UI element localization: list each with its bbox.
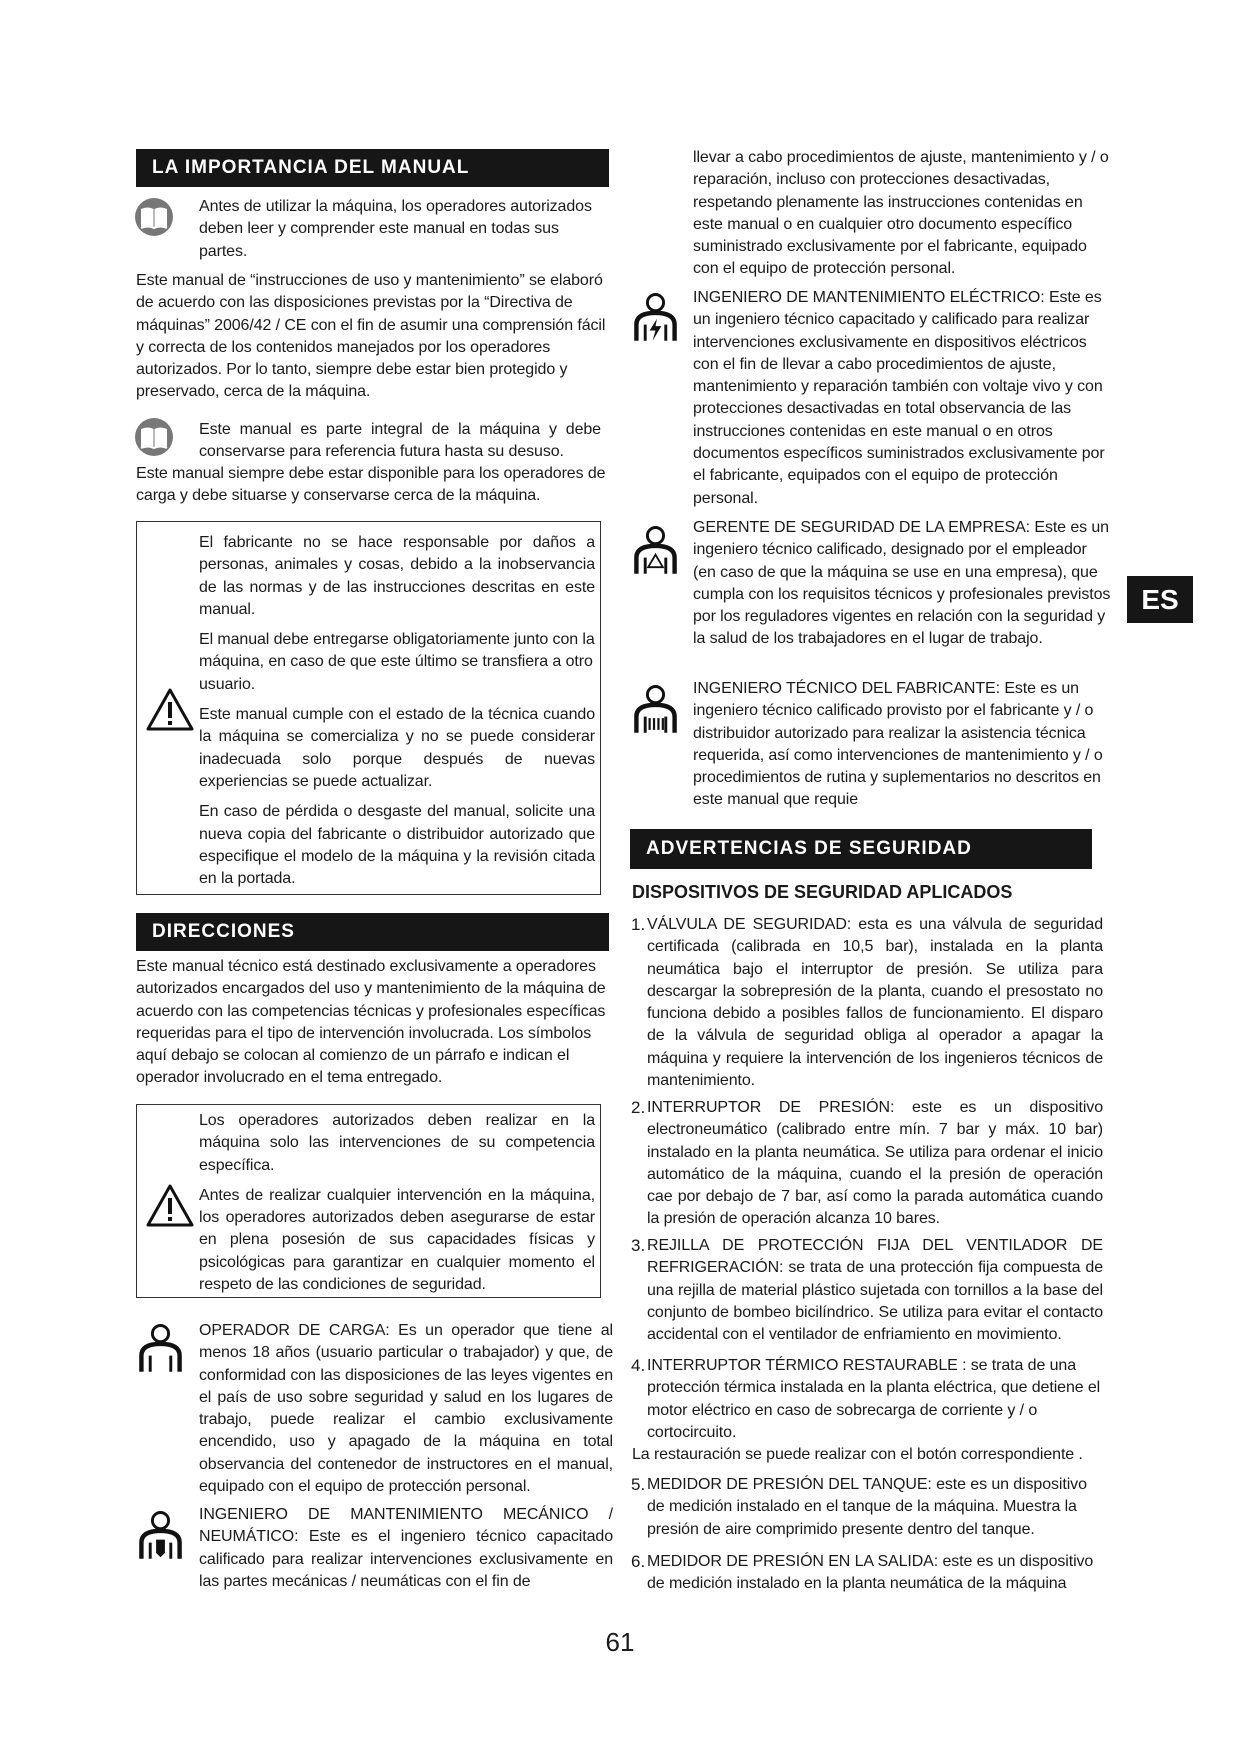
heading-advertencias: ADVERTENCIAS DE SEGURIDAD — [630, 829, 1092, 869]
safety-manager-icon — [632, 522, 679, 580]
box1-text — [199, 532, 595, 890]
book-icon — [134, 197, 174, 237]
warning-icon — [146, 1183, 194, 1228]
importancia-p4: Este manual siempre debe estar disponible para los operadores de carga y debe situarse y conservarse cerca de la máquina. — [136, 465, 606, 505]
item-number: 3. — [631, 1236, 646, 1255]
ingeniero-fabricante-text: INGENIERO TÉCNICO DEL FABRICANTE: Este es un ingeniero técnico calificado provisto por el fabricante y / o distribuidor autorizado para realizar la asistencia técnica requerida, así como intervenciones de mantenimiento y / o procedimientos de rutina y suplementarios no descritos en este manual que requie — [693, 680, 1103, 809]
item-number: 5. — [631, 1475, 646, 1494]
ingeniero-mecanico-text: INGENIERO DE MANTENIMIENTO MECÁNICO / NEUMÁTICO: Este es el ingeniero técnico capacitado calificado para realizar intervenciones exclusivamente en las partes mecánicas / neumáticas con el fin de — [199, 1506, 613, 1590]
importancia-p3: Este manual es parte integral de la máquina y debe conservarse para referencia futura hasta su desuso. — [199, 421, 601, 461]
item-medidor-salida: MEDIDOR DE PRESIÓN EN LA SALIDA: este es un dispositivo de medición instalado en la planta neumática de la máquina — [647, 1553, 1094, 1593]
book-icon — [134, 417, 174, 457]
item-number: 1. — [631, 915, 646, 934]
item-interruptor-termico: INTERRUPTOR TÉRMICO RESTAURABLE : se trata de una protección térmica instalada en la planta eléctrica, que detiene el motor eléctrico en caso de sobrecarga de corriente y / o cortocircuito. — [647, 1357, 1101, 1441]
restauracion-note: La restauración se puede realizar con el botón correspondiente . — [632, 1446, 1083, 1463]
item-rejilla-proteccion: REJILLA DE PROTECCIÓN FIJA DEL VENTILADOR DE REFRIGERACIÓN: se trata de una protección fija compuesta de una rejilla de material plástico sujetada con tornillos a la base del conjunto de bombeo bicilíndrico. Se utiliza para evitar el contacto accidental con el ventilador de enfriamiento en movimiento. — [647, 1237, 1103, 1344]
warning-icon — [146, 687, 194, 732]
item-valvula-seguridad: VÁLVULA DE SEGURIDAD: esta es una válvula de seguridad certificada (calibrada en 10,5 bar), instalada en la planta neumática bajo el interruptor de presión. Se utiliza para descargar la sobrepresión de la planta, cuando el presostato no funciona debido a posibles fallos de funcionamiento. El disparo de la válvula de seguridad obliga al operador a apagar la máquina y requiere la intervención de los ingenieros técnicos de mantenimiento. — [647, 916, 1103, 1090]
page-number: 61 — [605, 1627, 635, 1657]
ingeniero-electrico-text: INGENIERO DE MANTENIMIENTO ELÉCTRICO: Este es un ingeniero técnico capacitado y calificado para realizar intervenciones exclusivamente en dispositivos eléctricos con el fin de llevar a cabo procedimientos de ajuste, mantenimiento y reparación también con voltaje vivo y con protecciones desactivadas en total observancia de las instrucciones contenidas en este manual o en otros documentos específicos suministrados exclusivamente por el fabricante, equipados con el equipo de protección personal. — [693, 289, 1105, 507]
box1-p3: Este manual cumple con el estado de la técnica cuando la máquina se comercializa y no se puede considerar inadecuada solo porque después de nuevas experiencias se puede actualizar. — [199, 706, 595, 790]
mecanico-continuation: llevar a cabo procedimientos de ajuste, mantenimiento y / o reparación, incluso con protecciones desactivadas, respetando plenamente las instrucciones contenidas en este manual o en cualquier otro documento específico suministrado exclusivamente por el fabricante, equipado con el equipo de protección personal. — [693, 149, 1109, 278]
manufacturer-technician-icon — [632, 681, 679, 739]
item-medidor-tanque: MEDIDOR DE PRESIÓN DEL TANQUE: este es un dispositivo de medición instalado en el tanque de la máquina. Muestra la presión de aire comprimido presente dentro del tanque. — [647, 1476, 1087, 1538]
item-interruptor-presion: INTERRUPTOR DE PRESIÓN: este es un dispositivo electroneumático (calibrado entre mín. 7 bar y máx. 10 bar) instalado en la planta neumática. Se utiliza para ordenar el inicio automático de la máquina, cuando el la presión de operación cae por debajo de 7 bar, así como la parada automática cuando la presión de operación alcanza 10 bares. — [647, 1099, 1103, 1228]
box1-p1: El fabricante no se hace responsable por daños a personas, animales y cosas, debido a la inobservancia de las normas y de las instrucciones descritas en este manual. — [199, 534, 595, 618]
box1-p2: El manual debe entregarse obligatoriamente junto con la máquina, en caso de que este último se transfiera a otro usuario. — [199, 631, 595, 693]
direcciones-p1: Este manual técnico está destinado exclusivamente a operadores autorizados encargados del uso y mantenimiento de la máquina de acuerdo con las competencias técnicas y profesionales específicas requeridas para el tipo de intervención involucrada. Los símbolos aquí debajo se colocan al comienzo de un párrafo e indican el operador involucrado en el tema entregado. — [136, 958, 606, 1087]
box2-text — [199, 1110, 595, 1296]
electrical-engineer-icon — [632, 289, 679, 347]
language-tab: ES — [1127, 576, 1193, 623]
item-number: 2. — [631, 1098, 646, 1117]
box2-p1: Los operadores autorizados deben realizar en la máquina solo las intervenciones de su competencia específica. — [199, 1112, 595, 1174]
operador-de-carga-text: OPERADOR DE CARGA: Es un operador que tiene al menos 18 años (usuario particular o trabajador) y que, de conformidad con las disposiciones de las leyes vigentes en el país de uso sobre seguridad y salud en los lugares de trabajo, puede realizar el cambio exclusivamente encendido, uso y apagado de la máquina en total observancia del contenedor de instructores en el manual, equipado con el equipo de protección personal. — [199, 1322, 613, 1496]
importancia-p2: Este manual de “instrucciones de uso y mantenimiento” se elaboró de acuerdo con las disposiciones previstas por la “Directiva de máquinas” 2006/42 / CE con el fin de asumir una comprensión fácil y correcta de los contenidos manejados por los operadores autorizados. Por lo tanto, siempre debe estar bien protegido y preservado, cerca de la máquina. — [136, 272, 606, 401]
importancia-p1: Antes de utilizar la máquina, los operadores autorizados deben leer y comprender este manual en todas sus partes. — [199, 198, 592, 260]
heading-direcciones: DIRECCIONES — [136, 913, 609, 951]
box2-p2: Antes de realizar cualquier intervención en la máquina, los operadores autorizados deben asegurarse de estar en plena posesión de sus capacidades físicas y psicológicas para garantizar en cualquier momento el respeto de las condiciones de seguridad. — [199, 1186, 595, 1294]
item-number: 6. — [631, 1552, 646, 1571]
item-number: 4. — [631, 1356, 646, 1375]
mechanical-engineer-icon — [137, 1507, 184, 1565]
subheading-dispositivos: DISPOSITIVOS DE SEGURIDAD APLICADOS — [632, 882, 1013, 902]
gerente-seguridad-text: GERENTE DE SEGURIDAD DE LA EMPRESA: Este es un ingeniero técnico calificado, designado por el empleador (en caso de que la máquina se use en una empresa), que cumpla con los requisitos técnicos y profesionales previstos por los reguladores vigentes en relación con la seguridad y la salud de los trabajadores en el lugar de trabajo. — [693, 519, 1111, 648]
operator-icon — [137, 1320, 184, 1378]
heading-importancia: LA IMPORTANCIA DEL MANUAL — [136, 149, 609, 187]
box1-p4: En caso de pérdida o desgaste del manual, solicite una nueva copia del fabricante o distribuidor autorizado que especifique el modelo de la máquina y la revisión citada en la portada. — [199, 803, 595, 888]
